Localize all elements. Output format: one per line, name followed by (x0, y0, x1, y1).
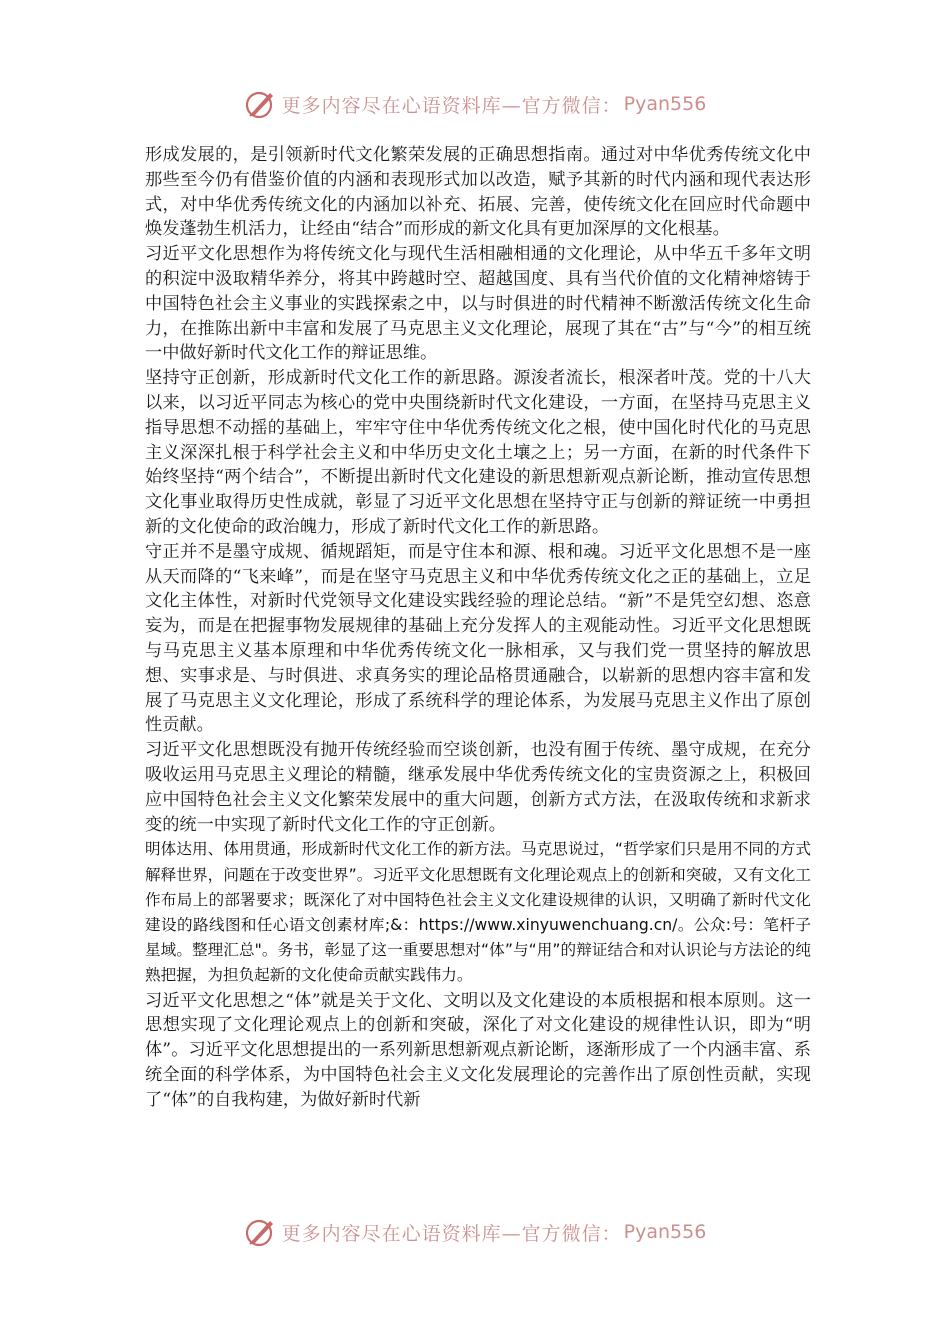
quill-pen-icon (244, 1215, 278, 1249)
paragraph-7: 习近平文化思想之“体”就是关于文化、文明以及文化建设的本质根据和根本原则。这一思想实现了文化理论观点上的创新和突破，深化了对文化建设的规律性认识，即为“明体”。习近平文化思想提出的一系列新思想新观点新论断，逐渐形成了一个内涵丰富、系统全面的科学体系，为中国特色社会主义文化发展理论的完善作出了原创性贡献，实现了“体”的自我构建，为做好新时代新 (145, 990, 811, 1110)
header-banner-handle: Pyan556 (623, 93, 707, 115)
paragraph-5: 习近平文化思想既没有抛开传统经验而空谈创新，也没有囿于传统、墨守成规，在充分吸收运用马克思主义理论的精髓，继承发展中华优秀传统文化的宝贵资源之上，积极回应中国特色社会主义文化繁荣发展中的重大问题，创新方式方法，在汲取传统和求新求变的统一中实现了新时代文化工作的守正创新。 (145, 740, 811, 835)
paragraph-3: 坚持守正创新，形成新时代文化工作的新思路。源浚者流长，根深者叶茂。党的十八大以来，以习近平同志为核心的党中央围绕新时代文化建设，一方面，在坚持马克思主义指导思想不动摇的基础上，牢牢守住中华优秀传统文化之根，使中国化时代化的马克思主义深深扎根于科学社会主义和中华历史文化土壤之上；另一方面，在新的时代条件下始终坚持“两个结合”，不断提出新时代文化建设的新思想新观点新论断，推动宣传思想文化事业取得历史性成就，彰显了习近平文化思想在坚持守正与创新的辩证统一中勇担新的文化使命的政治魄力，形成了新时代文化工作的新思路。 (145, 368, 811, 537)
header-banner-text: 更多内容尽在心语资料库—官方微信： (281, 94, 622, 117)
paragraph-6: 明体达用、体用贯通，形成新时代文化工作的新方法。马克思说过，“哲学家们只是用不同的方式解释世界，问题在于改变世界”。习近平文化思想既有文化理论观点上的创新和突破，又有文化工作布局上的部署要求；既深化了对中国特色社会主义文化建设规律的认识，又明确了新时代文化建设的路线图和任心语文创素材库;&：https://www.xinyuwenchuang.cn/。公众:号：笔杆子星域。整理汇总"。务书，彰显了这一重要思想对“体”与“用”的辩证结合和对认识论与方法论的纯熟把握，为担负起新的文化使命贡献实践伟力。 (145, 840, 811, 985)
header-watermark-banner (0, 82, 950, 126)
paragraph-4: 守正并不是墨守成规、循规蹈矩，而是守住本和源、根和魂。习近平文化思想不是一座从天而降的“飞来峰”，而是在坚守马克思主义和中华优秀传统文化之正的基础上，立足文化主体性，对新时代党领导文化建设实践经验的理论总结。“新”不是凭空幻想、恣意妄为，而是在把握事物发展规律的基础上充分发挥人的主观能动性。习近平文化思想既与马克思主义基本原理和中华优秀传统文化一脉相承，又与我们党一贯坚持的解放思想、实事求是、与时俱进、求真务实的理论品格贯通融合，以崭新的思想内容丰富和发展了马克思主义文化理论，形成了系统科学的理论体系，为发展马克思主义作出了原创性贡献。 (145, 541, 811, 736)
footer-watermark-banner (0, 1210, 950, 1254)
footer-banner-text: 更多内容尽在心语资料库—官方微信： (281, 1222, 622, 1245)
footer-banner-handle: Pyan556 (623, 1221, 707, 1243)
paragraph-1: 形成发展的，是引领新时代文化繁荣发展的正确思想指南。通过对中华优秀传统文化中那些至今仍有借鉴价值的内涵和表现形式加以改造，赋予其新的时代内涵和现代表达形式，对中华优秀传统文化的内涵加以补充、拓展、完善，使传统文化在回应时代命题中焕发蓬勃生机活力，让经由“结合”而形成的新文化具有更加深厚的文化根基。 (145, 145, 811, 240)
paragraph-2: 习近平文化思想作为将传统文化与现代生活相融相通的文化理论，从中华五千多年文明的积淀中汲取精华养分，将其中跨越时空、超越国度、具有当代价值的文化精神熔铸于中国特色社会主义事业的实践探索之中，以与时俱进的时代精神不断激活传统文化生命力，在推陈出新中丰富和发展了马克思主义文化理论，展现了其在“古”与“今”的相互统一中做好新时代文化工作的辩证思维。 (145, 244, 811, 364)
article-body (145, 143, 811, 1113)
quill-pen-icon (244, 87, 278, 121)
